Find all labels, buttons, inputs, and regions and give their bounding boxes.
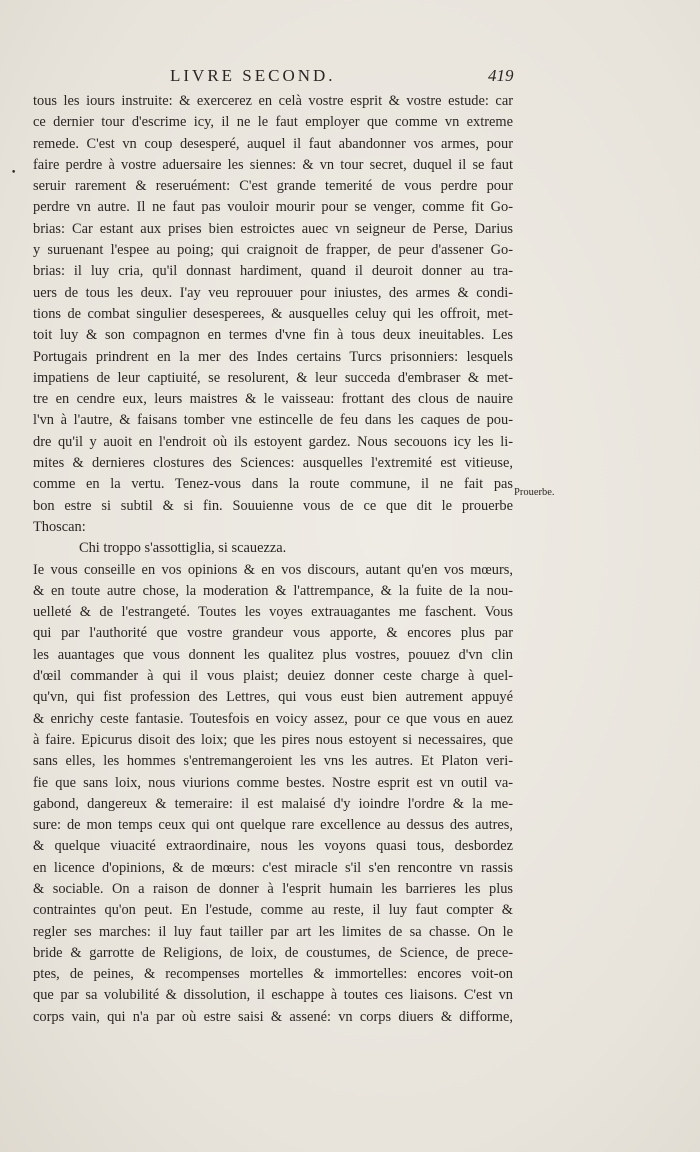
text-line: d'œil commander à qui il vous plaist; deuiez donner ceste charge à quel- [33, 668, 513, 685]
text-line: sure: de mon temps ceux qui ont quelque rare excellence au dessus des autres, [33, 817, 513, 834]
page-header [40, 66, 540, 90]
text-line: regler ses marches: il luy faut tailler par art les limites de sa chasse. On le [33, 923, 513, 940]
text-line: & sociable. On a raison de donner à l'esprit humain les barrieres les plus [33, 880, 513, 897]
text-line: & en toute autre chose, la moderation & l'attrempance, & la fuite de la nou- [33, 582, 513, 599]
text-line: bon estre si subtil & si fin. Souuienne vous de ce que dit le prouerbe [33, 497, 513, 514]
margin-note: Prouerbe. [514, 487, 555, 498]
text-line: uelleté & de l'estrangeté. Toutes les voyes extrauagantes me faschent. Vous [33, 604, 513, 621]
text-line: toit luy & son compagnon en termes d'vne fin à tous deux ineuitables. Les [33, 327, 513, 344]
text-line: & quelque viuacité extraordinaire, nous les voyons quasi tous, desbordez [33, 838, 513, 855]
text-line: qui par l'authorité que vostre grandeur vous apporte, & encores plus par [33, 625, 513, 642]
text-line: seruir rarement & reseruément: C'est grande temerité de vous perdre pour [33, 178, 513, 195]
text-line: les auantages que vous donnent les qualitez plus vostres, pouuez d'vn clin [33, 646, 513, 663]
running-head: LIVRE SECOND. [170, 66, 336, 85]
text-line: Portugais prindrent en la mer des Indes certains Turcs prisonniers: lesquels [33, 348, 513, 365]
text-line: qu'vn, qui fist profession des Lettres, qui vous eust bien autrement appuyé [33, 689, 513, 706]
margin-bullet-icon: • [11, 168, 17, 178]
text-line: comme en la vertu. Tenez-vous dans la route commune, il ne fait pas [33, 476, 513, 493]
body-text [33, 91, 513, 1028]
text-line: brias: il luy cria, qu'il donnast hardiment, quand il deuroit donner au tra- [33, 263, 513, 280]
text-line: ptes, de peines, & recompenses mortelles & immortelles: encores voit-on [33, 966, 513, 983]
text-line: impatiens de leur captiuité, se resolurent, & leur succeda d'embraser & met- [33, 369, 513, 386]
quoted-proverb: Chi troppo s'assottiglia, si scauezza. [79, 540, 287, 557]
text-line: perdre vn autre. Il ne faut pas vouloir mourir pour se venger, comme fit Go- [33, 199, 513, 216]
text-line: bride & garrotte de Religions, de loix, de coustumes, de Science, de prece- [33, 944, 513, 961]
text-line: Ie vous conseille en vos opinions & en vos discours, autant qu'en vos mœurs, [33, 561, 513, 578]
text-line: uers de tous les deux. I'ay veu reprouuer pour iniustes, des armes & condi- [33, 284, 513, 301]
text-line: & enrichy ceste fantasie. Toutesfois en voicy assez, pour ce que vous en auez [33, 710, 513, 727]
text-line: que par sa volubilité & dissolution, il eschappe à toutes ces liaisons. C'est vn [33, 987, 513, 1004]
text-line: corps vain, qui n'a par où estre saisi & assené: vn corps diuers & difforme, [33, 1008, 513, 1025]
text-line: remede. C'est vn coup desesperé, auquel il faut abandonner vos armes, pour [33, 135, 513, 152]
text-line: ce dernier tour d'escrime icy, il ne le faut employer que comme vn extreme [33, 114, 513, 131]
text-line: tions de combat singulier desesperees, & ausquelles celuy qui les offroit, met- [33, 305, 513, 322]
text-line: brias: Car estant aux prises bien estroictes auec vn seigneur de Perse, Darius [33, 220, 513, 237]
text-line: mites & dernieres clostures des Sciences: ausquelles l'extremité est vitieuse, [33, 455, 513, 472]
text-line: gabond, dangereux & temeraire: il est malaisé d'y ioindre l'ordre & la me- [33, 795, 513, 812]
text-line: y suruenant l'espee au poing; qui craignoit de frapper, de peur d'assener Go- [33, 242, 513, 259]
text-line: l'vn à l'autre, & faisans tomber vne estincelle de feu dans les caques de pou- [33, 412, 513, 429]
text-line: faire perdre à vostre aduersaire les siennes: & vn tour secret, duquel il se faut [33, 156, 513, 173]
text-line: contraintes qu'on peut. En l'estude, comme au reste, il luy faut compter & [33, 902, 513, 919]
text-line: tous les iours instruite: & exercerez en celà vostre esprit & vostre estude: car [33, 93, 513, 109]
text-line: sans elles, les hommes s'entremangeroient les vns les autres. Et Platon veri- [33, 753, 513, 770]
text-line: à faire. Epicurus disoit des loix; que les pires nous estoyent si necessaires, que [33, 731, 513, 748]
page-number: 419 [488, 66, 514, 85]
text-line: dre qu'il y auoit en l'endroit où ils estoyent gardez. Nous secouons icy les li- [33, 433, 513, 450]
text-line: tre en cendre eux, leurs maistres & le vaisseau: frottant des clous de nauire [33, 391, 513, 408]
text-line: fie que sans loix, nous viurions comme bestes. Nostre esprit est vn outil va- [33, 774, 513, 791]
text-line: Thoscan: [33, 518, 86, 535]
text-line: en licence d'opinions, & de mœurs: c'est miracle s'il s'en rencontre vn rassis [33, 859, 513, 876]
